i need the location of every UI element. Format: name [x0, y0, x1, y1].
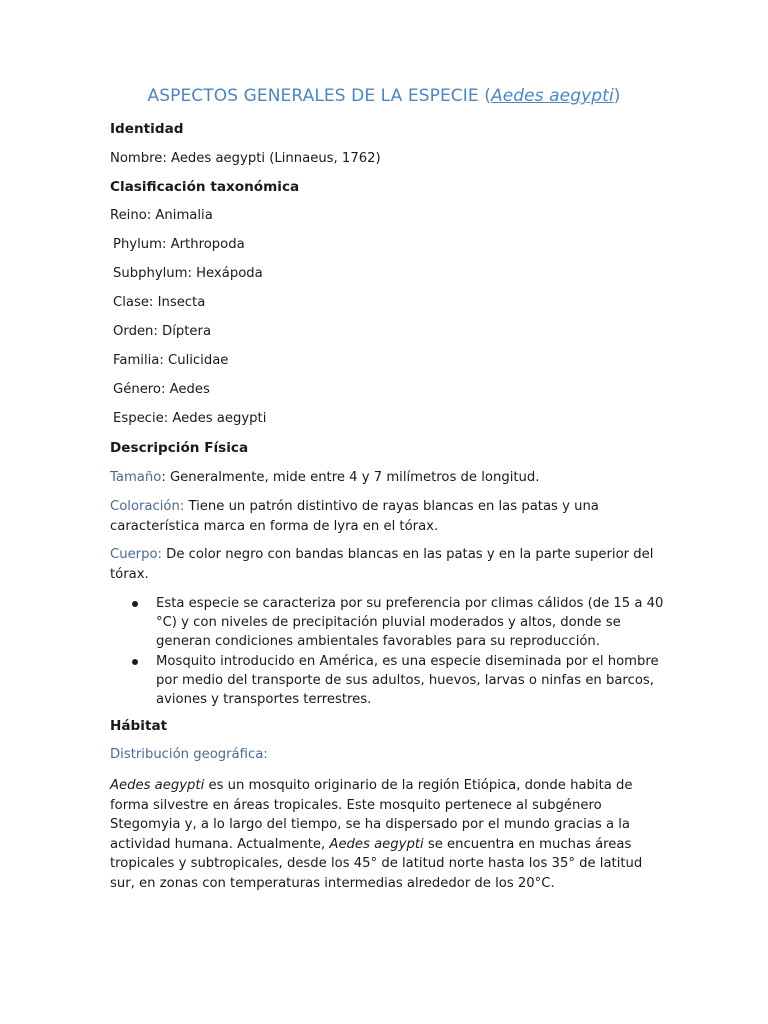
habitat-species-2: Aedes aegypti [329, 836, 424, 852]
habitat-text: es un mosquito originario de la región Etiópica, donde habita de forma silvestre en áreas tropicales. Este mosquito pertenece al subgénero Stegomyia y, a lo largo del tiempo, se ha dispersado por el mundo gracias a la actividad humana. Actualmente, [110, 778, 633, 852]
title-species-link[interactable]: Aedes aegypti [490, 86, 614, 106]
habitat-text-2: se encuentra en muchas áreas tropicales y subtropicales, desde los 45° de latitud norte hasta los 35° de latitud sur, en zonas con temperaturas intermedias alrededor de los 20°C. [110, 836, 643, 891]
taxon-orden: Orden: Díptera [113, 324, 212, 339]
subheading-distribucion: Distribución geográfica: [110, 747, 268, 762]
list-item [110, 652, 670, 710]
desc-bullet-list [110, 594, 670, 709]
taxon-clase: Clase: Insecta [113, 295, 206, 310]
heading-identidad: Identidad [110, 121, 184, 137]
heading-habitat: Hábitat [110, 718, 168, 734]
cuerpo-text: De color negro con bandas blancas en las patas y en la parte superior del tórax. [110, 547, 654, 582]
page-title [0, 86, 768, 106]
bullet-icon [132, 659, 138, 665]
bullet-text: Mosquito introducido en América, es una especie diseminada por el hombre por medio del transporte de sus adultos, huevos, larvas o ninfas en barcos, aviones y transportes terrestres. [156, 653, 659, 708]
taxon-subphylum: Subphylum: Hexápoda [113, 266, 263, 281]
taxon-especie: Especie: Aedes aegypti [113, 411, 267, 426]
coloracion-text: Tiene un patrón distintivo de rayas blancas en las patas y una característica marca en forma de lyra en el tórax. [110, 499, 599, 534]
title-prefix: ASPECTOS GENERALES DE LA ESPECIE ( [147, 86, 491, 106]
taxon-reino: Reino: Animalia [110, 208, 213, 223]
bullet-icon [132, 601, 138, 607]
tamano-text: : Generalmente, mide entre 4 y 7 milímetros de longitud. [161, 470, 540, 485]
list-item [110, 594, 670, 652]
coloracion-label: Coloración: [110, 499, 185, 514]
habitat-species: Aedes aegypti [110, 778, 205, 793]
taxon-familia: Familia: Culicidae [113, 353, 229, 368]
heading-clasificacion: Clasificación taxonómica [110, 179, 300, 195]
desc-coloracion [110, 497, 670, 536]
habitat-paragraph [110, 776, 670, 894]
title-suffix: ) [613, 86, 621, 106]
desc-cuerpo [110, 545, 670, 584]
bullet-text: Esta especie se caracteriza por su preferencia por climas cálidos (de 15 a 40 °C) y con niveles de precipitación pluvial moderados y altos, donde se generan condiciones ambientales favorables para su reproducción. [156, 596, 664, 650]
identidad-nombre: Nombre: Aedes aegypti (Linnaeus, 1762) [110, 151, 381, 166]
tamano-label: Tamaño [110, 470, 162, 485]
desc-tamano [110, 468, 670, 488]
heading-descripcion: Descripción Física [110, 440, 249, 456]
cuerpo-label: Cuerpo: [110, 547, 162, 562]
taxon-phylum: Phylum: Arthropoda [113, 237, 245, 252]
taxon-genero: Género: Aedes [113, 382, 210, 397]
